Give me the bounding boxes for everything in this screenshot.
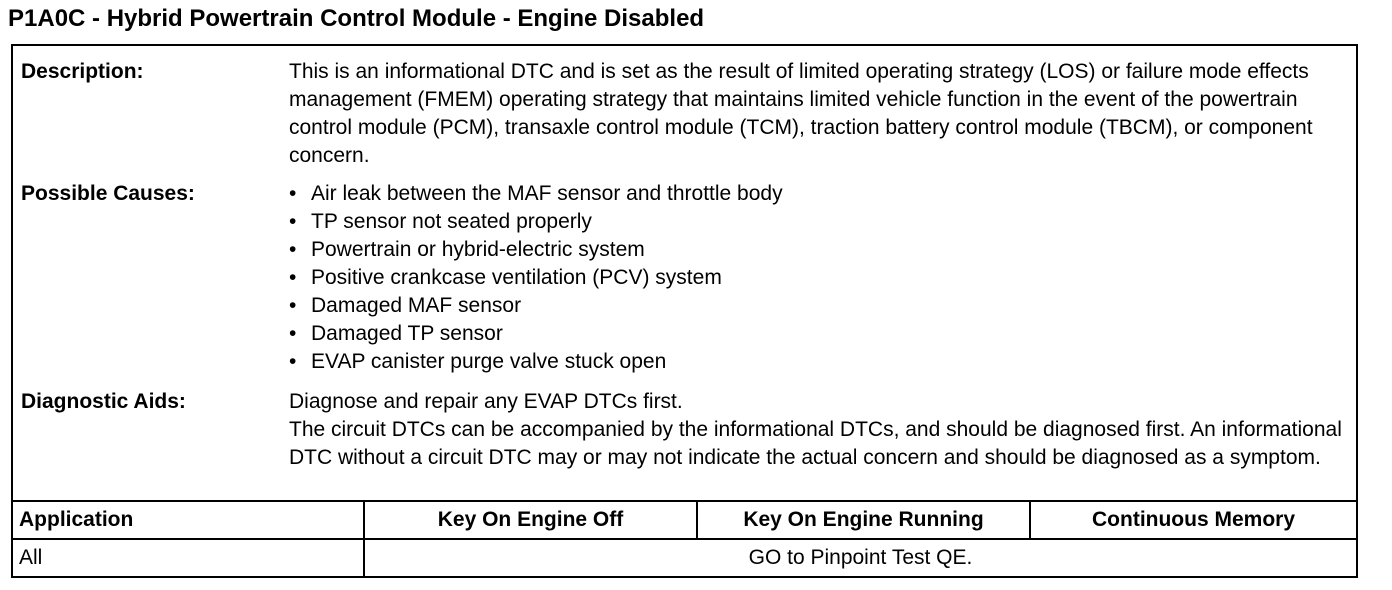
header-application: Application [13, 501, 364, 539]
bullet-icon: • [289, 238, 297, 261]
bullet-icon: • [289, 350, 297, 373]
cell-action: GO to Pinpoint Test QE. [364, 539, 1356, 576]
cause-text: TP sensor not seated properly [311, 210, 592, 233]
header-koeo: Key On Engine Off [364, 501, 697, 539]
header-continuous-memory: Continuous Memory [1030, 501, 1356, 539]
cause-item [289, 180, 1348, 208]
header-koer: Key On Engine Running [697, 501, 1030, 539]
cause-item [289, 264, 1348, 292]
cause-text: Air leak between the MAF sensor and throttle body [311, 182, 783, 205]
diagnostic-aids-label: Diagnostic Aids: [21, 390, 186, 413]
page-title: P1A0C - Hybrid Powertrain Control Module - Engine Disabled [8, 5, 705, 32]
cell-application: All [13, 539, 364, 576]
application-table [13, 500, 1356, 576]
bullet-icon: • [289, 294, 297, 317]
possible-causes-label: Possible Causes: [21, 182, 195, 205]
cause-text: Damaged TP sensor [311, 322, 503, 345]
bullet-icon: • [289, 322, 297, 345]
bullet-icon: • [289, 182, 297, 205]
cause-text: Powertrain or hybrid-electric system [311, 238, 645, 261]
cause-item [289, 208, 1348, 236]
diagnostic-aids-text [289, 388, 1348, 472]
cause-item [289, 292, 1348, 320]
bullet-icon: • [289, 266, 297, 289]
description-text [289, 58, 1348, 170]
table-row [13, 539, 1356, 576]
cause-text: EVAP canister purge valve stuck open [311, 350, 667, 373]
dtc-info-box [11, 44, 1358, 578]
table-header-row [13, 501, 1356, 539]
cause-item [289, 320, 1348, 348]
description-label: Description: [21, 60, 144, 83]
possible-causes-list [289, 180, 1348, 376]
cause-item [289, 348, 1348, 376]
diagnostic-aids-paragraph: The circuit DTCs can be accompanied by the informational DTCs, and should be diagnosed first. An informational DTC without a circuit DTC may or may not indicate the actual concern and should be diagnosed as a symptom. [289, 418, 1342, 469]
cause-text: Damaged MAF sensor [311, 294, 522, 317]
diagnostic-aids-paragraph: Diagnose and repair any EVAP DTCs first. [289, 390, 683, 413]
cause-text: Positive crankcase ventilation (PCV) system [311, 266, 722, 289]
bullet-icon: • [289, 210, 297, 233]
description-paragraph: This is an informational DTC and is set as the result of limited operating strategy (LOS) or failure mode effects management (FMEM) operating strategy that maintains limited vehicle function in the event of the powertrain control module (PCM), transaxle control module (TCM), traction battery control module (TBCM), or component concern. [289, 60, 1313, 167]
cause-item [289, 236, 1348, 264]
